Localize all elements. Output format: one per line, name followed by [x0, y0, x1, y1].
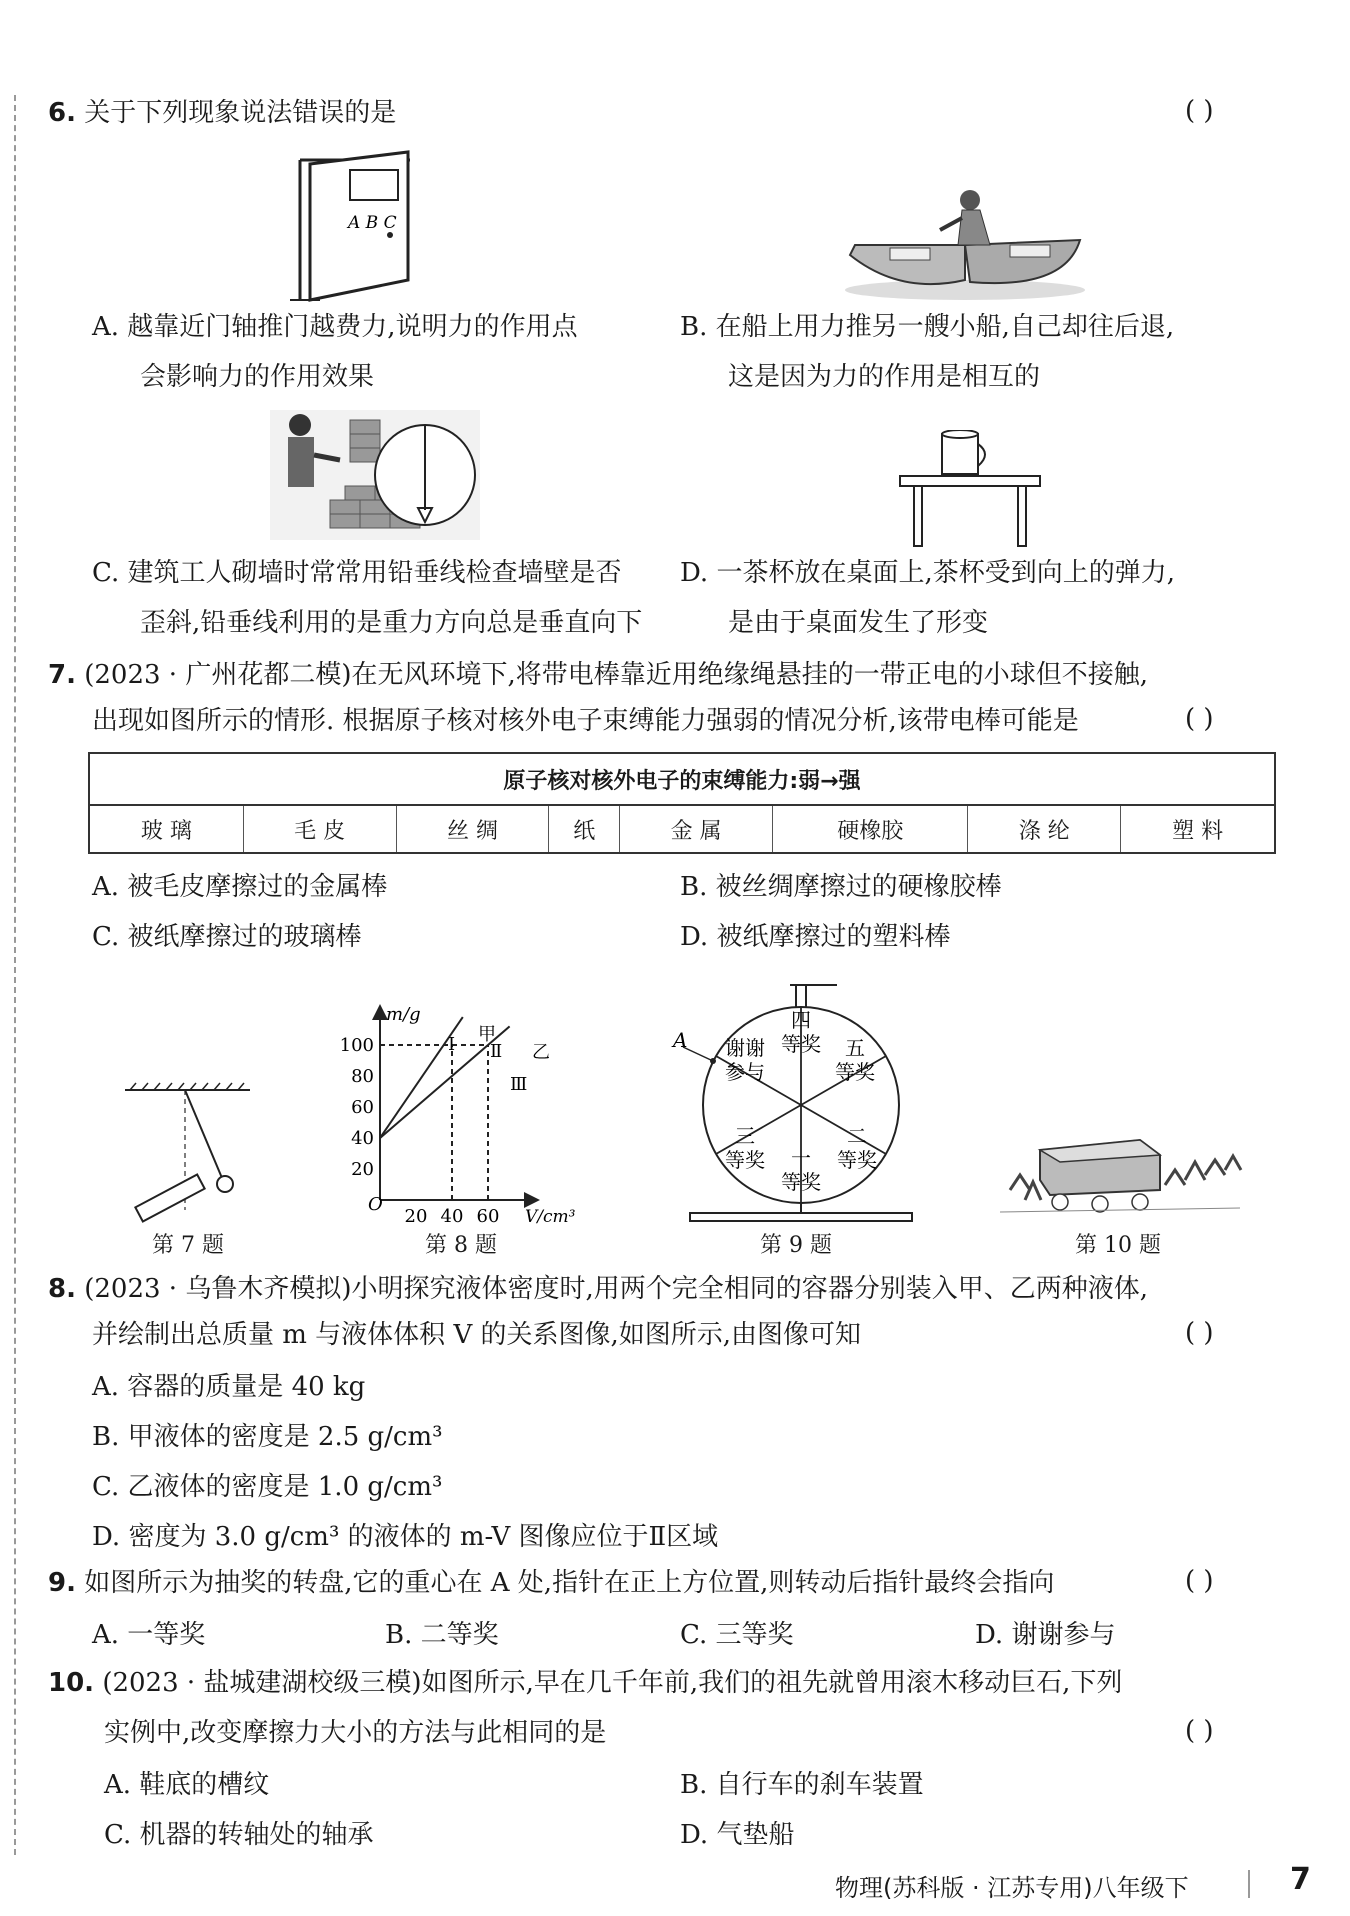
q7-number: 7. — [48, 660, 76, 690]
q7-text-line2: 出现如图所示的情形. 根据原子核对核外电子束缚能力强弱的情况分析,该带电棒可能是 — [92, 706, 1079, 736]
q7-option-a[interactable]: A. 被毛皮摩擦过的金属棒 — [92, 872, 388, 902]
boats-illustration — [840, 190, 1090, 305]
y-tick-label: 100 — [339, 1035, 374, 1056]
q6-answer-bracket[interactable]: ( ) — [1185, 96, 1214, 126]
table-cell: 丝 绸 — [396, 805, 549, 853]
footer-divider — [1248, 1870, 1250, 1898]
q10-option-a[interactable]: A. 鞋底的槽纹 — [104, 1770, 270, 1800]
q7-answer-bracket[interactable]: ( ) — [1185, 704, 1214, 734]
q6-number: 6. — [48, 98, 76, 128]
fig9-prize-wheel — [665, 975, 925, 1225]
segment-thanks-line1: 谢谢 — [725, 1036, 765, 1060]
q9-option-c[interactable]: C. 三等奖 — [680, 1620, 794, 1650]
x-tick-label: 40 — [440, 1206, 464, 1227]
q9-option-a[interactable]: A. 一等奖 — [92, 1620, 206, 1650]
q10-option-d[interactable]: D. 气垫船 — [680, 1820, 795, 1850]
q7-option-d[interactable]: D. 被纸摩擦过的塑料棒 — [680, 922, 951, 952]
segment-three-line1: 三 — [735, 1124, 755, 1148]
x-axis-label: V/cm³ — [525, 1207, 576, 1227]
table-cell: 硬橡胶 — [773, 805, 968, 853]
origin-label: O — [368, 1194, 383, 1215]
q10-answer-bracket[interactable]: ( ) — [1185, 1716, 1214, 1746]
table-cup-illustration — [890, 430, 1050, 550]
q6-option-a-cont: 会影响力的作用效果 — [140, 362, 375, 392]
q8-option-b[interactable]: B. 甲液体的密度是 2.5 g/cm³ — [92, 1422, 443, 1452]
table-cell: 金 属 — [620, 805, 773, 853]
q8-answer-bracket[interactable]: ( ) — [1185, 1318, 1214, 1348]
door-abc-labels: A B C — [348, 213, 397, 233]
region-2-label: Ⅱ — [490, 1041, 503, 1062]
segment-two-line2: 等奖 — [837, 1148, 877, 1172]
q10-option-b[interactable]: B. 自行车的刹车装置 — [680, 1770, 924, 1800]
region-3-label: Ⅲ — [510, 1074, 528, 1095]
binding-dash-line — [14, 95, 16, 1855]
segment-three-line2: 等奖 — [725, 1148, 765, 1172]
wheel-base — [690, 1213, 912, 1221]
y-tick-label: 20 — [351, 1159, 374, 1180]
fig8-mv-graph — [320, 1000, 590, 1230]
q9-stem — [48, 1566, 1054, 1600]
q10-text-line2: 实例中,改变摩擦力大小的方法与此相同的是 — [104, 1718, 607, 1748]
fig7-caption: 第 7 题 — [152, 1233, 224, 1258]
door-illustration — [290, 150, 430, 305]
q6-option-a[interactable]: A. 越靠近门轴推门越费力,说明力的作用点 — [92, 312, 578, 342]
center-of-gravity-label: A — [673, 1028, 688, 1052]
segment-five-line2: 等奖 — [835, 1060, 875, 1084]
q8-text-line1: (2023 · 乌鲁木齐模拟)小明探究液体密度时,用两个完全相同的容器分别装入甲、乙两种液体, — [84, 1274, 1149, 1304]
fig8-caption: 第 8 题 — [425, 1233, 497, 1258]
table-cell: 纸 — [549, 805, 620, 853]
table-cell: 玻 璃 — [89, 805, 243, 853]
q6-option-b-cont: 这是因为力的作用是相互的 — [728, 362, 1041, 392]
page-number: 7 — [1290, 1862, 1311, 1897]
q8-option-d[interactable]: D. 密度为 3.0 g/cm³ 的液体的 m-V 图像应位于Ⅱ区域 — [92, 1522, 719, 1552]
q10-option-c[interactable]: C. 机器的转轴处的轴承 — [104, 1820, 374, 1850]
q9-number: 9. — [48, 1568, 76, 1598]
series-yi-label: 乙 — [532, 1042, 550, 1063]
q6-option-d[interactable]: D. 一茶杯放在桌面上,茶杯受到向上的弹力, — [680, 558, 1175, 588]
q6-option-c[interactable]: C. 建筑工人砌墙时常常用铅垂线检查墙壁是否 — [92, 558, 622, 588]
q8-option-c[interactable]: C. 乙液体的密度是 1.0 g/cm³ — [92, 1472, 443, 1502]
segment-two-line1: 二 — [847, 1124, 867, 1148]
fig10-rolling-logs — [1000, 1130, 1250, 1225]
fig9-caption: 第 9 题 — [760, 1233, 832, 1258]
q6-stem — [48, 96, 396, 130]
q9-text: 如图所示为抽奖的转盘,它的重心在 A 处,指针在正上方位置,则转动后指针最终会指向 — [84, 1568, 1055, 1598]
series-jia-label: 甲 — [478, 1024, 496, 1045]
q8-stem-line1 — [48, 1272, 1148, 1306]
fig10-caption: 第 10 题 — [1075, 1233, 1161, 1258]
q10-number: 10. — [48, 1668, 95, 1698]
q8-text-line2: 并绘制出总质量 m 与液体体积 V 的关系图像,如图所示,由图像可知 — [92, 1320, 862, 1350]
segment-four-line1: 四 — [791, 1008, 811, 1032]
q7-option-b[interactable]: B. 被丝绸摩擦过的硬橡胶棒 — [680, 872, 1002, 902]
q10-stem-line1 — [48, 1666, 1122, 1700]
fig7-charged-ball — [120, 1080, 260, 1225]
q6-option-c-cont: 歪斜,铅垂线利用的是重力方向总是垂直向下 — [140, 608, 643, 638]
q8-number: 8. — [48, 1274, 76, 1304]
q6-text: 关于下列现象说法错误的是 — [84, 98, 397, 128]
y-tick-label: 60 — [351, 1097, 374, 1118]
binding-ability-table — [88, 752, 1276, 854]
q9-answer-bracket[interactable]: ( ) — [1185, 1566, 1214, 1596]
y-tick-label: 40 — [351, 1128, 374, 1149]
q9-option-b[interactable]: B. 二等奖 — [385, 1620, 499, 1650]
segment-one-line2: 等奖 — [781, 1170, 821, 1194]
table-header: 原子核对核外电子的束缚能力:弱→强 — [89, 753, 1275, 805]
bricklayer-illustration — [270, 410, 480, 540]
table-cell: 涤 纶 — [968, 805, 1121, 853]
footer-book-title: 物理(苏科版 · 江苏专用)八年级下 — [835, 1874, 1189, 1902]
x-tick-label: 20 — [404, 1206, 428, 1227]
q6-option-d-cont: 是由于桌面发生了形变 — [728, 608, 989, 638]
y-axis-label: m/g — [386, 1004, 421, 1025]
q7-stem-line1 — [48, 658, 1148, 692]
segment-thanks-line2: 参与 — [725, 1060, 765, 1084]
segment-five-line1: 五 — [845, 1036, 865, 1060]
q6-option-b[interactable]: B. 在船上用力推另一艘小船,自己却往后退, — [680, 312, 1175, 342]
x-tick-label: 60 — [476, 1206, 500, 1227]
q10-text-line1: (2023 · 盐城建湖校级三模)如图所示,早在几千年前,我们的祖先就曾用滚木移动巨石,下列 — [102, 1668, 1123, 1698]
table-cell: 塑 料 — [1121, 805, 1275, 853]
table-cell: 毛 皮 — [243, 805, 396, 853]
q7-text-line1: (2023 · 广州花都二模)在无风环境下,将带电棒靠近用绝缘绳悬挂的一带正电的小球但不接触, — [84, 660, 1149, 690]
q9-option-d[interactable]: D. 谢谢参与 — [975, 1620, 1116, 1650]
q8-option-a[interactable]: A. 容器的质量是 40 kg — [92, 1372, 366, 1402]
segment-four-line2: 等奖 — [781, 1032, 821, 1056]
region-1-label: Ⅰ — [448, 1034, 456, 1055]
q7-option-c[interactable]: C. 被纸摩擦过的玻璃棒 — [92, 922, 362, 952]
segment-one-line1: 一 — [791, 1146, 811, 1170]
y-tick-label: 80 — [351, 1066, 374, 1087]
